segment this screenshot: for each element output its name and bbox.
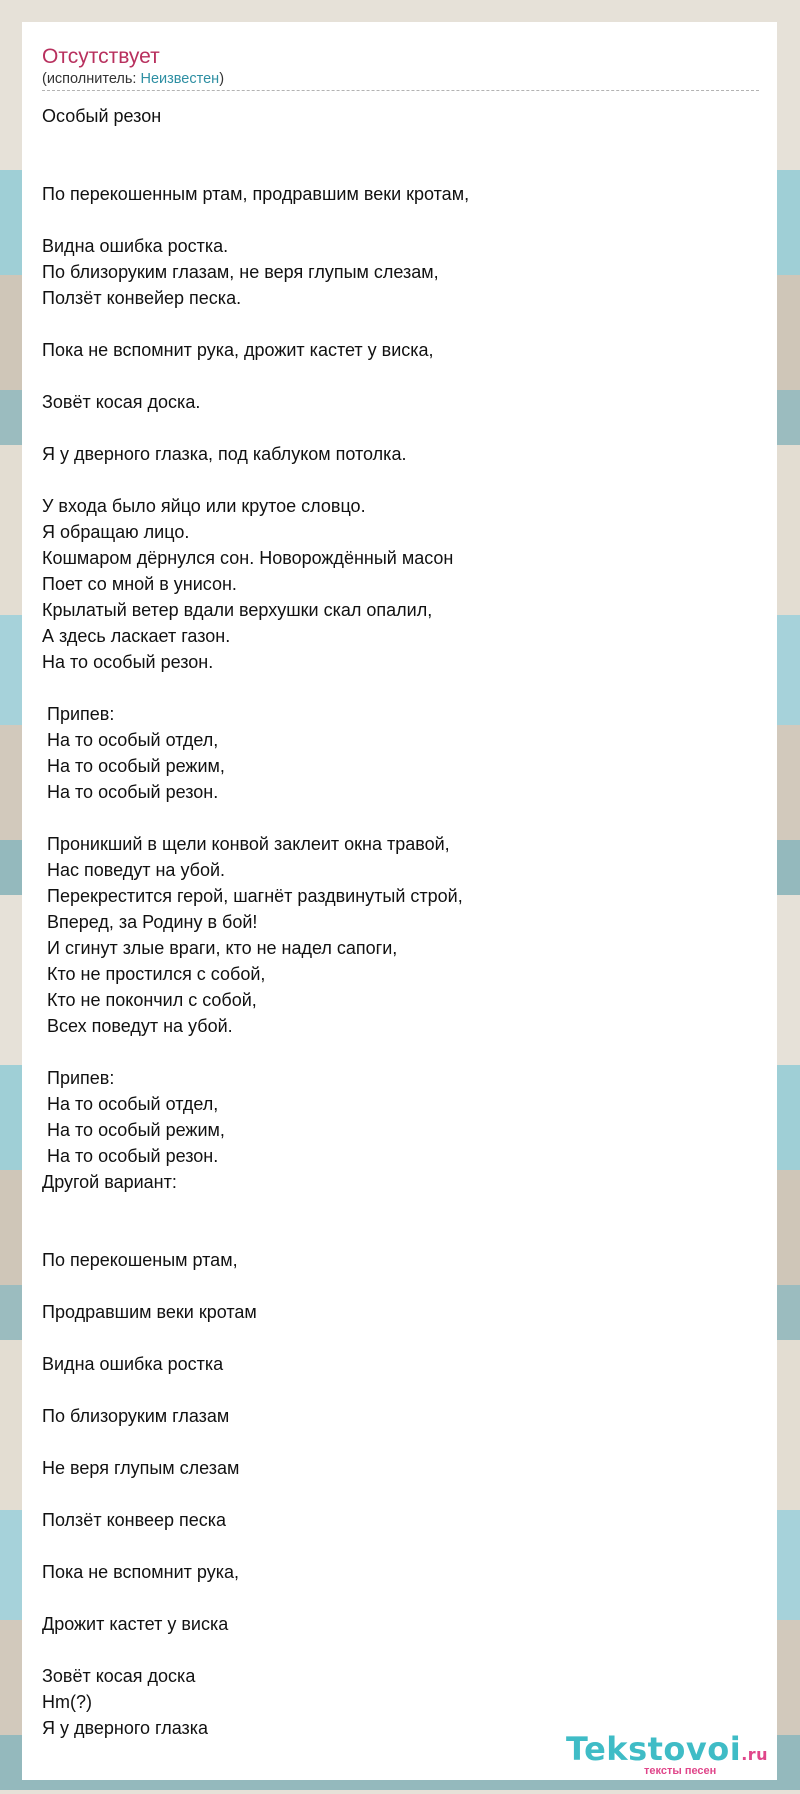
logo-tld: .ru — [741, 1745, 769, 1764]
lyric-line: Особый резон — [42, 106, 162, 126]
lyric-line: Я у дверного глазка, под каблуком потолка. — [42, 444, 407, 464]
lyric-line: Крылатый ветер вдали верхушки скал опалил, — [42, 600, 433, 620]
artist-prefix: (исполнитель: — [42, 71, 141, 87]
lyric-line — [42, 805, 757, 831]
lyric-line: На то особый режим, — [42, 1120, 225, 1140]
lyric-line: Видна ошибка ростка. — [42, 236, 229, 256]
lyric-line: Проникший в щели конвой заклеит окна травой, — [42, 834, 450, 854]
lyric-line: Продравшим веки кротам — [42, 1302, 257, 1322]
logo-tagline: тексты песен — [644, 1765, 717, 1777]
lyric-line: На то особый отдел, — [42, 730, 219, 750]
lyric-line — [42, 1377, 757, 1403]
lyric-line — [42, 467, 757, 493]
lyric-line — [42, 1637, 757, 1663]
lyric-line — [42, 1273, 757, 1299]
lyric-line: Нас поведут на убой. — [42, 860, 226, 880]
lyric-line — [42, 675, 757, 701]
lyric-line: Зовёт косая доска — [42, 1666, 196, 1686]
lyric-line: Hm(?) — [42, 1692, 92, 1712]
lyric-line: Пока не вспомнит рука, — [42, 1562, 240, 1582]
lyric-line — [42, 129, 757, 155]
lyric-line: На то особый режим, — [42, 756, 225, 776]
lyric-line — [42, 1039, 757, 1065]
lyric-line: На то особый резон. — [42, 1146, 219, 1166]
lyric-line — [42, 1429, 757, 1455]
lyric-line: Я обращаю лицо. — [42, 522, 190, 542]
lyric-line — [42, 1533, 757, 1559]
lyric-line: На то особый резон. — [42, 782, 219, 802]
artist-suffix: ) — [219, 71, 225, 87]
lyric-line: Дрожит кастет у виска — [42, 1614, 229, 1634]
lyric-line: Я у дверного глазка — [42, 1718, 209, 1738]
lyric-line: Другой вариант: — [42, 1172, 177, 1192]
lyric-line: Зовёт косая доска. — [42, 392, 201, 412]
artist-line — [42, 70, 759, 91]
lyric-line: Ползёт конвеер песка — [42, 1510, 227, 1530]
lyric-line: И сгинут злые враги, кто не надел сапоги, — [42, 938, 398, 958]
lyric-line — [42, 415, 757, 441]
lyric-line: По близоруким глазам — [42, 1406, 230, 1426]
lyric-line: Видна ошибка ростка — [42, 1354, 224, 1374]
lyric-line: Не веря глупым слезам — [42, 1458, 240, 1478]
lyric-line: На то особый отдел, — [42, 1094, 219, 1114]
lyric-line: Кто не покончил с собой, — [42, 990, 257, 1010]
lyric-line: На то особый резон. — [42, 652, 214, 672]
lyric-line: Кошмаром дёрнулся сон. Новорождённый масон — [42, 548, 454, 568]
lyric-line — [42, 207, 757, 233]
lyric-line: Поет со мной в унисон. — [42, 574, 237, 594]
lyric-line: По перекошенным ртам, продравшим веки кротам, — [42, 184, 470, 204]
lyric-line: А здесь ласкает газон. — [42, 626, 231, 646]
lyrics-card — [22, 22, 777, 1780]
lyric-line: Ползёт конвейер песка. — [42, 288, 242, 308]
lyric-line: По перекошеным ртам, — [42, 1250, 238, 1270]
lyric-line: Припев: — [42, 704, 115, 724]
lyric-line — [42, 1325, 757, 1351]
lyric-line: Пока не вспомнит рука, дрожит кастет у виска, — [42, 340, 434, 360]
lyric-line: Кто не простился с собой, — [42, 964, 266, 984]
logo-name: Tekstovoi — [566, 1730, 742, 1768]
lyric-line — [42, 363, 757, 389]
song-title: Отсутствует — [42, 45, 160, 68]
lyrics-text — [42, 103, 757, 1741]
lyric-line — [42, 1195, 757, 1221]
artist-link[interactable]: Неизвестен — [140, 71, 220, 87]
lyric-line — [42, 1585, 757, 1611]
lyric-line: Припев: — [42, 1068, 115, 1088]
lyric-line — [42, 1481, 757, 1507]
lyric-line: У входа было яйцо или крутое словцо. — [42, 496, 366, 516]
lyric-line: Перекрестится герой, шагнёт раздвинутый строй, — [42, 886, 463, 906]
lyric-line: По близоруким глазам, не веря глупым слезам, — [42, 262, 439, 282]
lyric-line: Всех поведут на убой. — [42, 1016, 233, 1036]
lyric-line — [42, 155, 757, 181]
lyric-line: Вперед, за Родину в бой! — [42, 912, 258, 932]
site-logo[interactable] — [566, 1730, 769, 1777]
lyric-line — [42, 311, 757, 337]
lyric-line — [42, 1221, 757, 1247]
